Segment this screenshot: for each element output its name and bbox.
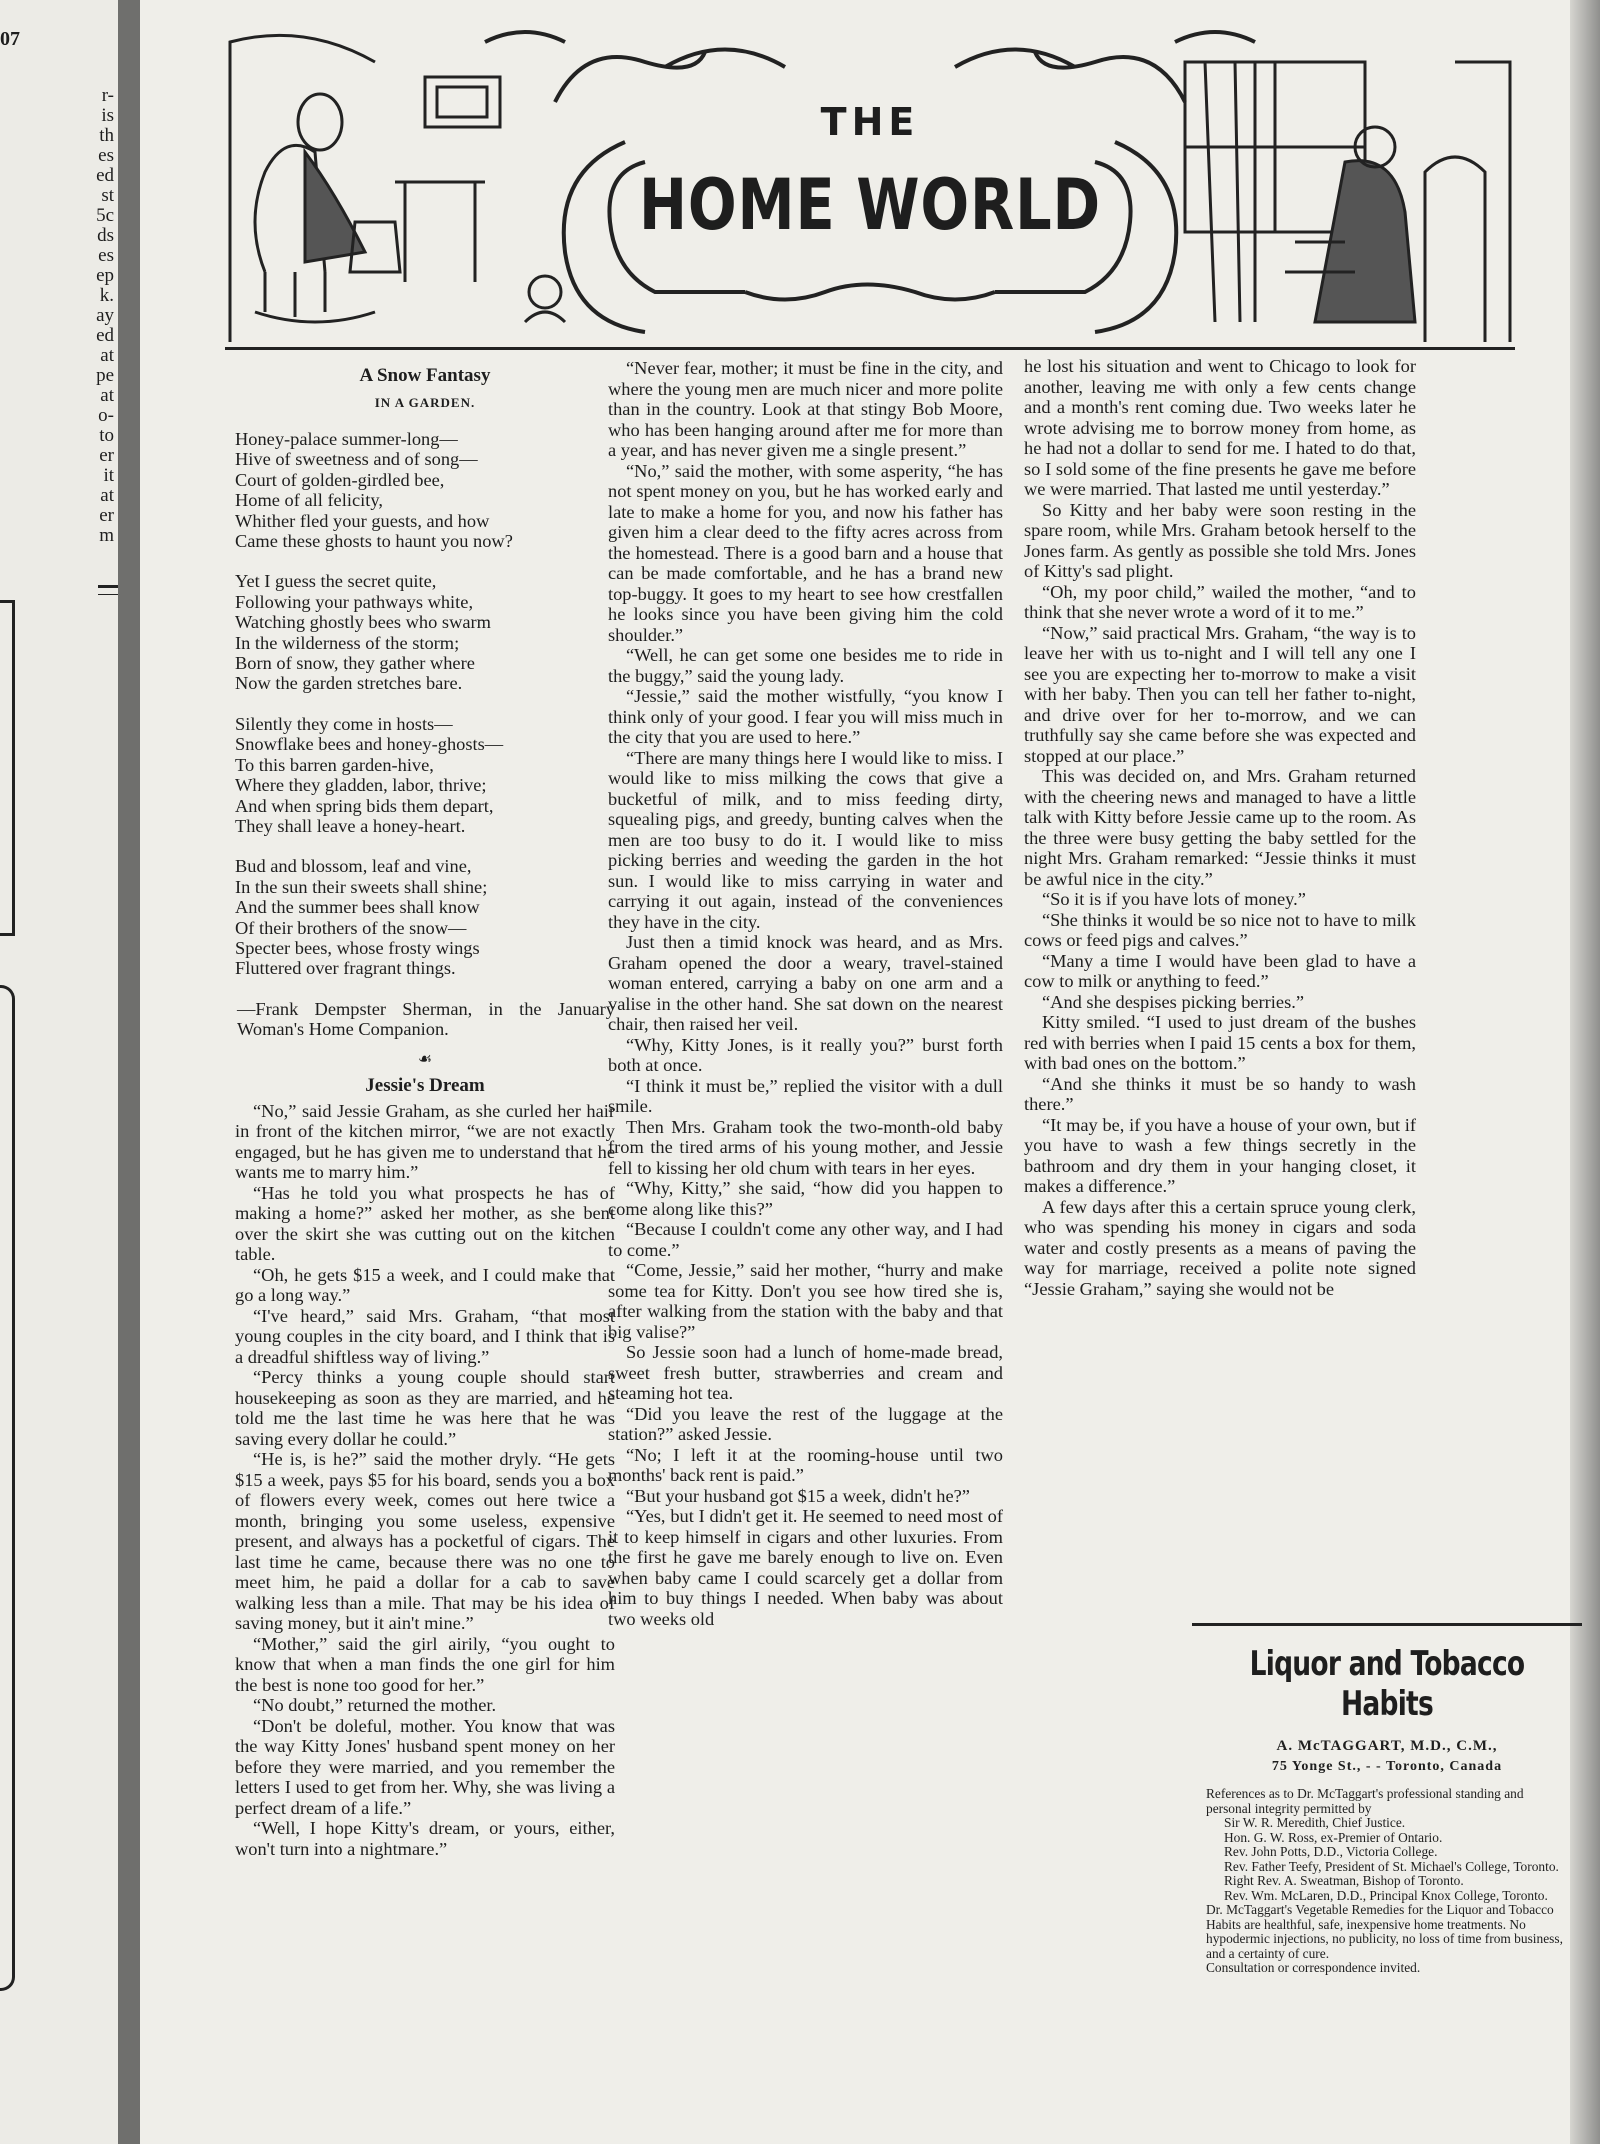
- previous-page-fragment: ed: [96, 165, 114, 186]
- story-paragraph: “Why, Kitty Jones, is it really you?” burst forth both at once.: [608, 1034, 1003, 1075]
- previous-page-fragment: k.: [99, 285, 114, 306]
- previous-page-box: [0, 600, 15, 936]
- magazine-page: [140, 0, 1600, 2144]
- previous-page-fragment: to: [99, 425, 114, 446]
- story-paragraph: “Did you leave the rest of the luggage at the station?” asked Jessie.: [608, 1403, 1003, 1444]
- ad-line: Rev. John Potts, D.D., Victoria College.: [1224, 1844, 1438, 1859]
- story-paragraph: “And she despises picking berries.”: [1042, 991, 1304, 1012]
- story-column-2: [608, 358, 1003, 1629]
- poem-line: Watching ghostly bees who swarm: [235, 612, 491, 633]
- poem-line: Bud and blossom, leaf and vine,: [235, 856, 472, 877]
- previous-page-box: [0, 985, 15, 1991]
- poem-line: Now the garden stretches bare.: [235, 673, 463, 694]
- story-paragraph: “Well, he can get some one besides me to ride in the buggy,” said the young lady.: [608, 645, 1003, 686]
- story-title: Jessie's Dream: [365, 1075, 485, 1097]
- previous-page-fragment: ds: [97, 225, 114, 246]
- story-paragraph: “Oh, my poor child,” wailed the mother, “and to think that she never wrote a word of it to me.”: [1024, 581, 1416, 622]
- poem-stanza: [235, 714, 615, 836]
- story-paragraph: “No doubt,” returned the mother.: [253, 1695, 497, 1716]
- poem-line: Home of all felicity,: [235, 490, 383, 511]
- story-paragraph: “Never fear, mother; it must be fine in the city, and where the young men are much nicer and more polite than in the country. Look at that stingy Bob Moore, who has been hanging around after me for more than a year, and has never given me a single present.”: [608, 358, 1003, 460]
- poem-line: Specter bees, whose frosty wings: [235, 937, 480, 958]
- ad-title: Liquor and Tobacco Habits: [1249, 1644, 1525, 1724]
- previous-page-edge: [0, 0, 118, 2144]
- previous-page-fragment: ay: [96, 305, 114, 326]
- story-paragraph: “No; I left it at the rooming-house until two months' back rent is paid.”: [608, 1444, 1003, 1485]
- poem-line: Yet I guess the secret quite,: [235, 571, 437, 592]
- story-paragraph: “But your husband got $15 a week, didn't he?”: [626, 1485, 970, 1506]
- story-paragraph: “I think it must be,” replied the visitor with a dull smile.: [608, 1075, 1003, 1116]
- previous-page-fragment: 5c: [96, 205, 114, 226]
- poem-line: Silently they come in hosts—: [235, 713, 453, 734]
- ad-address: 75 Yonge St., - - Toronto, Canada: [1271, 1759, 1503, 1774]
- poem-line: Fluttered over fragrant things.: [235, 958, 456, 979]
- story-paragraph: “Now,” said practical Mrs. Graham, “the way is to leave her with us to-night and I will tell any one I see you are expecting her to-morrow to make a visit with her baby. Then you can tell her father to-night, and drive over for her to-morrow, and we can truthfully say she came before she was expected and stopped at our place.”: [1024, 622, 1416, 766]
- story-paragraph: “Because I couldn't come any other way, and I had to come.”: [608, 1219, 1003, 1260]
- story-paragraph: “Has he told you what prospects he has of making a home?” asked her mother, as she bent over the skirt she was cutting out on the kitchen table.: [235, 1182, 615, 1265]
- poem-line: Following your pathways white,: [235, 591, 474, 612]
- story-column-3: [1024, 356, 1416, 1299]
- story-paragraph: “Oh, he gets $15 a week, and I could make that go a long way.”: [235, 1264, 615, 1306]
- previous-page-fragments: [96, 86, 114, 546]
- story-paragraph: So Kitty and her baby were soon resting in the spare room, while Mrs. Graham betook herself to the Jones farm. As gently as possible she told Mrs. Jones of Kitty's sad plight.: [1024, 499, 1416, 581]
- poem-line: Court of golden-girdled bee,: [235, 469, 445, 490]
- column-1: [235, 360, 615, 1859]
- ad-line: References as to Dr. McTaggart's professional standing and personal integrity permitted by: [1206, 1786, 1524, 1816]
- previous-page-fragment: es: [98, 245, 114, 266]
- poem-title: A Snow Fantasy: [359, 365, 491, 386]
- story-paragraph: “And she thinks it must be so handy to wash there.”: [1024, 1073, 1416, 1114]
- previous-page-fragment: st: [101, 185, 114, 206]
- previous-page-fragment: at: [100, 385, 114, 406]
- ad-line: Right Rev. A. Sweatman, Bishop of Toronto.: [1224, 1873, 1464, 1888]
- story-paragraph: This was decided on, and Mrs. Graham returned with the cheering news and managed to have a little talk with Kitty before Jessie came up to the room. As the three were busy getting the baby settled for the night Mrs. Graham remarked: “Jessie thinks it must be awful nice in the city.”: [1024, 766, 1416, 889]
- story-paragraph: “Mother,” said the girl airily, “you ought to know that when a man finds the one girl for him the best is none too good for her.”: [235, 1633, 615, 1695]
- ad-body: [1192, 1787, 1582, 1976]
- story-paragraph: “He is, is he?” said the mother dryly. “He gets $15 a week, pays $5 for his board, sends you a box of flowers every week, comes out here twice a month, bringing you some useless, expensive present, and always has a pocketful of cigars. The last time he came, because there was no one to meet him, he paid a dollar for a cab to save walking less than a mile. That may be his idea of saving money, but it ain't mine.”: [235, 1449, 615, 1634]
- poem-line: Hive of sweetness and of song—: [235, 449, 478, 470]
- story-paragraph: “Well, I hope Kitty's dream, or yours, either, won't turn into a nightmare.”: [235, 1818, 615, 1859]
- poem-stanza: [235, 429, 615, 551]
- story-paragraph: “There are many things here I would like to miss. I would like to miss milking the cows that give a bucketful of milk, and to miss feeding dirty, squealing pigs, and greedy, bunting calves when the men are too busy to do it. I would like to miss picking berries and weeding the garden in the hot sun. I would like to miss carrying in water and carrying it out again, instead of the conveniences they have in the city.: [608, 747, 1003, 932]
- story-paragraph: “Come, Jessie,” said her mother, “hurry and make some tea for Kitty. Don't you see how tired she is, after walking from the station with the baby and that big valise?”: [608, 1260, 1003, 1342]
- previous-page-fragment: m: [99, 525, 114, 546]
- ad-line: Sir W. R. Meredith, Chief Justice.: [1224, 1815, 1406, 1830]
- story-paragraph: “I've heard,” said Mrs. Graham, “that most young couples in the city board, and I think that is a dreadful shiftless way of living.”: [235, 1305, 615, 1367]
- previous-page-fragment: th: [99, 125, 114, 146]
- poem-stanza: [235, 571, 615, 693]
- previous-page-fragment: pe: [96, 365, 114, 386]
- ad-line: Rev. Father Teefy, President of St. Michael's College, Toronto.: [1224, 1858, 1559, 1874]
- story-paragraph: he lost his situation and went to Chicago to look for another, leaving me with only a few cents change and a month's rent coming due. Two weeks later he wrote advising me to borrow money from home, as he had not a dollar to send for me. I hated to do that, so I sold some of the fine presents he gave me before we were married. That lasted me until yesterday.”: [1024, 356, 1416, 499]
- poem-line: And when spring bids them depart,: [235, 795, 494, 816]
- poem-line: Where they gladden, labor, thrive;: [235, 775, 487, 796]
- previous-page-fragment: er: [99, 445, 114, 466]
- story-paragraph: So Jessie soon had a lunch of home-made bread, sweet fresh butter, strawberries and cream and steaming hot tea.: [608, 1342, 1003, 1403]
- story-paragraph: “Don't be doleful, mother. You know that was the way Kitty Jones' husband spent money on her before they were married, and you remember the letters I used to get from her. Why, she was living a perfect dream of a life.”: [235, 1715, 615, 1818]
- previous-page-fragment: at: [100, 485, 114, 506]
- poem-line: Came these ghosts to haunt you now?: [235, 531, 513, 552]
- banner-title-small: THE: [820, 100, 920, 144]
- story-paragraph: Kitty smiled. “I used to just dream of the bushes red with berries when I paid 15 cents a box for them, with bad ones on the bottom.”: [1024, 1012, 1416, 1073]
- poem-subtitle: IN A GARDEN.: [374, 394, 476, 410]
- poem-stanza: [235, 856, 615, 978]
- home-world-banner: [225, 22, 1515, 350]
- previous-page-fragment: o-: [98, 405, 114, 426]
- ad-line: Rev. Wm. McLaren, D.D., Principal Knox College, Toronto.: [1224, 1887, 1548, 1903]
- ad-line: Hon. G. W. Ross, ex-Premier of Ontario.: [1224, 1829, 1443, 1845]
- poem-line: In the sun their sweets shall shine;: [235, 876, 488, 897]
- previous-page-fragment: ep: [96, 265, 114, 286]
- story-paragraph: Then Mrs. Graham took the two-month-old baby from the tired arms of his young mother, and Jessie fell to kissing her old chum with tears in her eyes.: [608, 1116, 1003, 1178]
- ad-name: A. McTAGGART, M.D., C.M.,: [1276, 1738, 1498, 1754]
- previous-page-number: 07: [0, 28, 20, 50]
- previous-page-fragment: er: [99, 505, 114, 526]
- previous-page-fragment: r-: [101, 85, 114, 106]
- banner-title-large: HOME WORLD: [639, 164, 1101, 246]
- poem-line: Snowflake bees and honey-ghosts—: [235, 734, 504, 755]
- ad-line: Consultation or correspondence invited.: [1206, 1960, 1421, 1975]
- story-paragraph: “It may be, if you have a house of your own, but if you have to wash a few things secretly in the bathroom and dry them in your hanging closet, it makes a difference.”: [1024, 1114, 1416, 1196]
- poem-line: They shall leave a honey-heart.: [235, 815, 466, 836]
- previous-page-fragment: is: [101, 105, 114, 126]
- previous-page-fragment: ed: [96, 325, 114, 346]
- previous-page-fragment: at: [100, 345, 114, 366]
- previous-page-fragment: it: [103, 465, 114, 486]
- story-paragraph: “She thinks it would be so nice not to have to milk cows or feed pigs and calves.”: [1024, 909, 1416, 950]
- story-paragraph: Just then a timid knock was heard, and as Mrs. Graham opened the door a weary, travel-stained woman entered, carrying a baby on one arm and a valise in the other hand. She sat down on the nearest chair, then raised her veil.: [608, 932, 1003, 1034]
- poem-line: Honey-palace summer-long—: [235, 429, 458, 449]
- page-gutter: [118, 0, 140, 2144]
- ornament-icon: ☙: [417, 1050, 433, 1068]
- poem-line: And the summer bees shall know: [235, 897, 480, 918]
- poem-line: Born of snow, they gather where: [235, 653, 475, 674]
- story-paragraph: “Many a time I would have been glad to have a cow to milk or anything to feed.”: [1024, 950, 1416, 991]
- story-paragraph: “No,” said Jessie Graham, as she curled her hair in front of the kitchen mirror, “we are not exactly engaged, but he has given me to understand that he wants me to marry him.”: [235, 1100, 615, 1183]
- advertisement: [1192, 1623, 1582, 2046]
- story-paragraph: “Why, Kitty,” she said, “how did you happen to come along like this?”: [608, 1178, 1003, 1219]
- previous-page-rule: [98, 585, 118, 595]
- poem-line: Whither fled your guests, and how: [235, 510, 490, 531]
- poem-body: [235, 429, 615, 979]
- previous-page-fragment: es: [98, 145, 114, 166]
- story-paragraph: A few days after this a certain spruce young clerk, who was spending his money in cigars and soda water and costly presents as a means of paving the way for marriage, received a polite note signed “Jessie Graham,” saying she would not be: [1024, 1196, 1416, 1299]
- story-paragraph: “Percy thinks a young couple should start housekeeping as soon as they are married, and he told me the last time he was here that he was saving every dollar he could.”: [235, 1367, 615, 1449]
- story-paragraph: “So it is if you have lots of money.”: [1042, 889, 1306, 909]
- poem-line: Of their brothers of the snow—: [235, 917, 467, 938]
- ad-line: Dr. McTaggart's Vegetable Remedies for the Liquor and Tobacco Habits are healthful, safe, inexpensive home treatments. No hypodermic injections, no publicity, no loss of time from business, and a certainty of cure.: [1206, 1902, 1563, 1961]
- poem-line: To this barren garden-hive,: [235, 754, 434, 775]
- story-paragraph: “No,” said the mother, with some asperity, “he has not spent money on you, but he has worked early and late to make a home for you, and now his father has given him a clear deed to the fifty acres across from the homestead. There is a good barn and a house that can be made comfortable, and he has a brand new top-buggy. It goes to my heart to see how crestfallen he looks since you have been giving him the cold shoulder.”: [608, 460, 1003, 645]
- poem-line: In the wilderness of the storm;: [235, 632, 460, 653]
- story-paragraph: “Jessie,” said the mother wistfully, “you know I think only of your good. I fear you will miss much in the city that you are used to here.”: [608, 686, 1003, 747]
- story-column-1: [235, 1101, 615, 1860]
- poem-credit: —Frank Dempster Sherman, in the January Woman's Home Companion.: [237, 998, 615, 1040]
- story-paragraph: “Yes, but I didn't get it. He seemed to need most of it to keep himself in cigars and other luxuries. From the first he gave me barely enough to live on. Even when baby came I could scarcely get a dollar from him to buy things I needed. When baby was about two weeks old: [608, 1506, 1003, 1629]
